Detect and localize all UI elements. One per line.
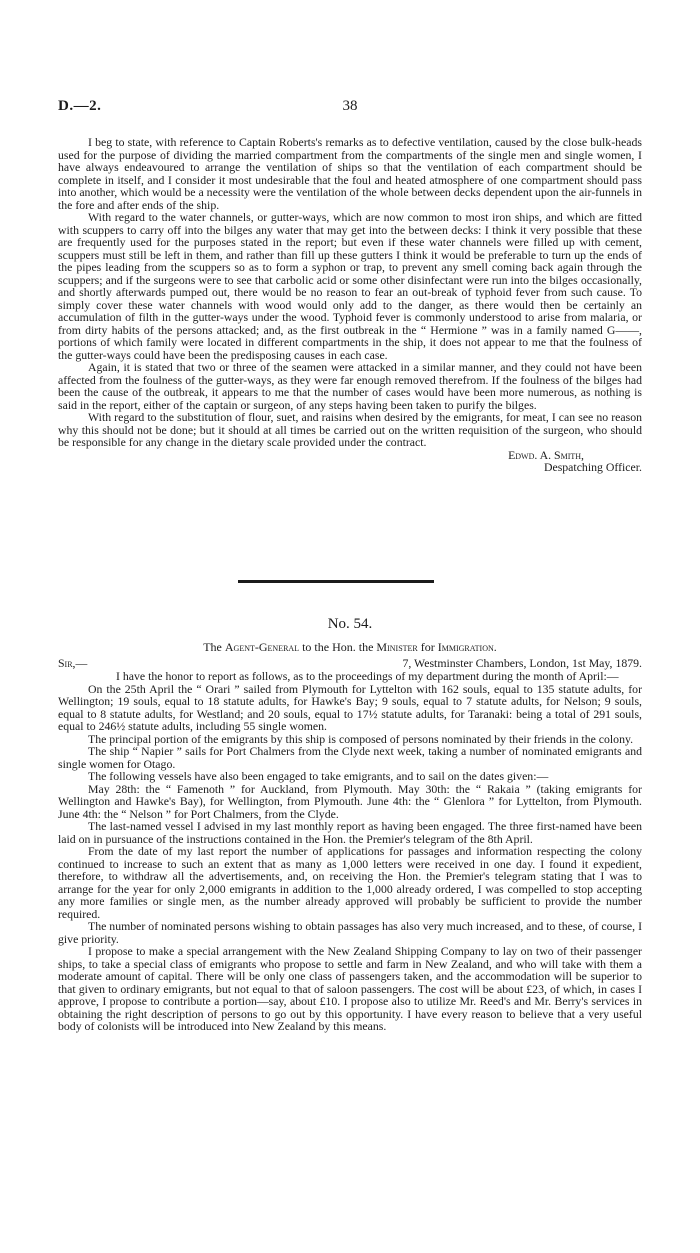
page-header xyxy=(58,98,642,118)
paragraph: Again, it is stated that two or three of the seamen were attacked in a similar manner, and they could not have been affected from the foulness of the gutter-ways, as they were far enough removed therefrom. If the foulness of the bilges had been the cause of the outbreak, it appears to me that the number of cases would have been more numerous, as nothing is said in the report, either of the captain or surgeon, of any steps having been taken to purify the bilges. xyxy=(58,360,642,412)
paragraph: From the date of my last report the number of applications for passages and information respecting the colony continued to increase to such an extent that as many as 1,000 letters were received in one day. I found it expedient, therefore, to withdraw all the advertisements, and, on receiving the Hon. the Premier's telegram stating that I was to arrange for the year for only 2,000 emigrants in addition to the 1,000 already ordered, I was compelled to stop accepting any more families or single men, as the number already approved will probably be sufficient to provide the number required. xyxy=(58,844,642,921)
paragraph: The ship “ Napier ” sails for Port Chalmers from the Clyde next week, taking a number of nominated emigrants and single women for Otago. xyxy=(58,744,642,771)
paragraph: I beg to state, with reference to Captain Roberts's remarks as to defective ventilation, caused by the close bulk-heads used for the purpose of dividing the married compartment from the compartments of the single men and single women, I have always endeavoured to arrange the ventilation of ships so that the ventilation of each compartment should be complete in itself, and I consider it most undesirable that the foul and heated atmosphere of one compartment should pass into another, which would be a necessity were the ventilation of the whole between decks dependent upon the air-funnels in the fore and after ends of the ship. xyxy=(58,135,642,212)
subtitle-prefix: The xyxy=(203,640,222,654)
subtitle-recipient: Minister xyxy=(376,640,418,654)
letter-subtitle xyxy=(0,640,700,655)
letter-number: No. 54. xyxy=(327,616,373,632)
subtitle-department: Immigration. xyxy=(437,640,497,654)
paragraph: I have the honor to report as follows, as to the proceedings of my department during the month of April:— xyxy=(116,669,619,683)
paragraph: The last-named vessel I advised in my last monthly report as having been engaged. The three first-named have been laid on in pursuance of the instructions contained in the Hon. the Premier's telegram of the 8th April. xyxy=(58,819,642,846)
paragraph: The principal portion of the emigrants by this ship is composed of persons nominated by their friends in the colony. xyxy=(88,731,634,746)
subtitle-mid: to the Hon. the xyxy=(302,640,374,654)
paragraph: The following vessels have also been engaged to take emigrants, and to sail on the dates given:— xyxy=(88,769,549,783)
paragraph: May 28th: the “ Famenoth ” for Auckland, from Plymouth. May 30th: the “ Rakaia ” (taking emigrants for Wellington and Hawke's Bay), for Wellington, from Plymouth. June 4th: the “ Glenlora ” for Lyttelton, from Plymouth. June 4th: the “ Nelson ” for Port Chalmers, from the Clyde. xyxy=(58,781,642,821)
document-reference: D.—2. xyxy=(58,98,102,114)
salutation: Sir,— xyxy=(58,656,88,670)
paragraph: I propose to make a special arrangement with the New Zealand Shipping Company to lay on two of their passenger ships, to take a special class of emigrants who propose to settle and farm in New Zealand, and who will take with them a moderate amount of capital. There will be only one class of passengers taken, and the accommodation will be superior to that given to ordinary emigrants, but not equal to that of saloon passengers. The cost will be about £23, of which, in cases I approve, I propose to contribute a portion—say, about £10. I propose also to utilize Mr. Reed's and Mr. Berry's services in obtaining the right description of persons to go out by this opportunity. I have every reason to believe that a very useful body of colonists will be introduced into New Zealand by this means. xyxy=(58,944,642,1033)
salutation-line xyxy=(58,656,642,670)
page-number: 38 xyxy=(342,98,358,114)
paragraph: With regard to the water channels, or gutter-ways, which are now common to most iron ships, and which are fitted with scuppers to carry off into the bilges any water that may get into the between decks: I think it very possible that these are frequently used for the purposes stated in the report; but even if these water channels were filled up with cement, scuppers must still be left in them, and rather than fill up these gutters I think it would be preferable to turn up the ends of the pipes leading from the scuppers so as to form a syphon or trap, to prevent any smell coming back again through the scuppers; and if the surgeons were to see that carbolic acid or some other disinfectant were run into the bilges occasionally, and shortly afterwards pumped out, there would be no reason to fear an out-break of typhoid fever from such cause. To simply cover these water channels with wood would only add to the danger, as there would then be certainly an accumulation of filth in the gutter-ways under the wood. Typhoid fever is commonly understood to arise from malaria, or from dirty habits of the persons attacked; and, as the first outbreak in the “ Hermione ” was in a family named G——, portions of which family were located in different compartments in the ship, it does not appear to me that the foulness of the gutter-ways could have been the predisposing causes in each case. xyxy=(58,210,642,362)
signature-name: Edwd. A. Smith, xyxy=(508,447,584,462)
paragraph: The number of nominated persons wishing to obtain passages has also very much increased, and to these, of course, I give priority. xyxy=(58,919,642,946)
address-date: 7, Westminster Chambers, London, 1st May, 1879. xyxy=(402,656,642,670)
paragraph: With regard to the substitution of flour, suet, and raisins when desired by the emigrants, for meat, I can see no reason why this should not be done; but it should at all times be carried out on the written requisition of the surgeon, who should be responsible for any change in the dietary scale provided under the contract. xyxy=(58,410,642,449)
subtitle-sender: Agent-General xyxy=(224,640,300,654)
agent-general-letter-body xyxy=(58,670,642,1033)
despatch-letter-body xyxy=(58,136,642,474)
section-divider xyxy=(238,580,434,583)
paragraph: On the 25th April the “ Orari ” sailed from Plymouth for Lyttelton with 162 souls, equal to 135 statute adults, for Wellington; 19 souls, equal to 18 statute adults, for Hawke's Bay; 9 souls, equal to 7 statute adults, for Nelson; 9 souls, equal to 8 statute adults, for Westland; and 20 souls, equal to 17½ statute adults, for Taranaki: being a total of 291 souls, equal to 246½ statute adults, including 55 single women. xyxy=(58,681,642,733)
signature-title: Despatching Officer. xyxy=(543,460,642,474)
subtitle-for: for xyxy=(420,640,435,654)
